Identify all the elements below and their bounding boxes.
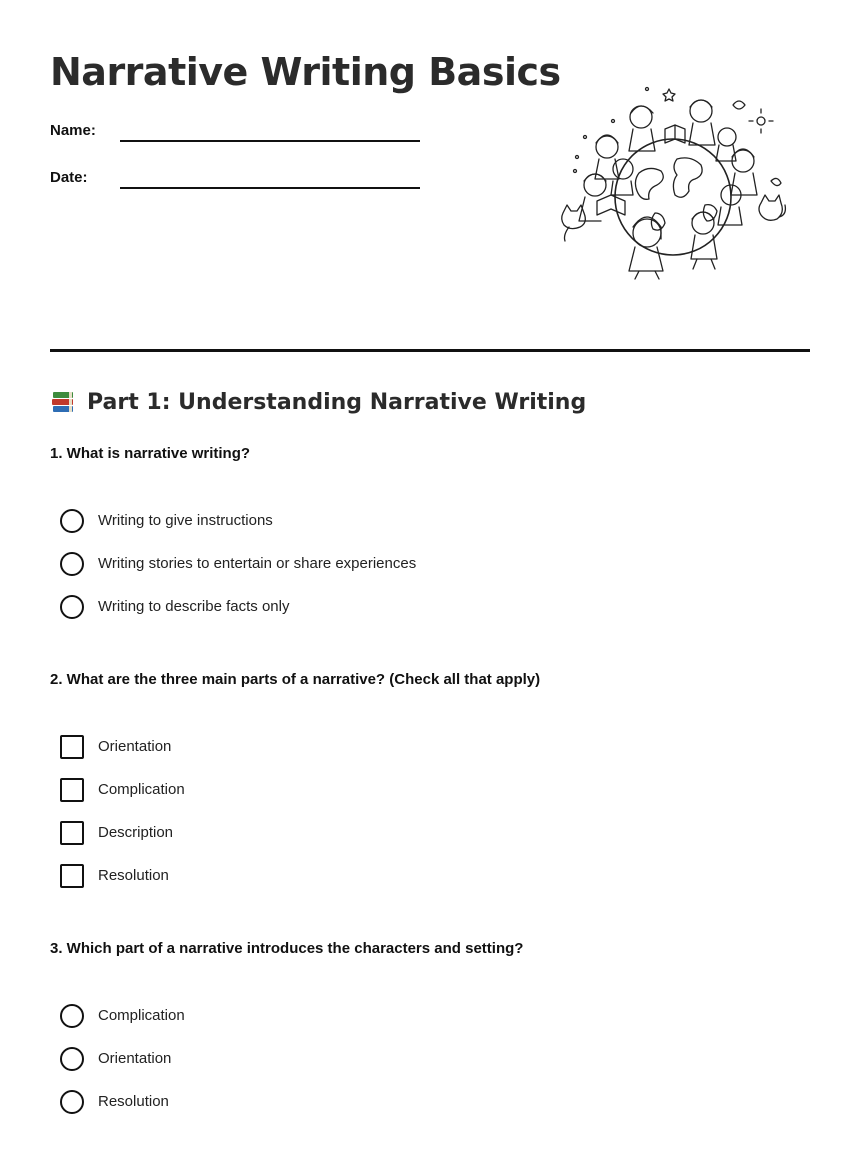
option-label: Complication — [98, 1007, 185, 1024]
name-line[interactable] — [120, 140, 420, 142]
date-label: Date: — [50, 169, 88, 186]
question-2-options — [60, 735, 185, 907]
option-radio[interactable] — [60, 509, 416, 552]
radio-button[interactable] — [60, 1090, 84, 1114]
section-title-text: Part 1: Understanding Narrative Writing — [87, 389, 587, 415]
option-radio[interactable] — [60, 1090, 185, 1133]
option-label: Resolution — [98, 1093, 169, 1110]
date-field[interactable] — [50, 169, 430, 199]
checkbox[interactable] — [60, 778, 84, 802]
option-checkbox[interactable] — [60, 778, 185, 821]
checkbox[interactable] — [60, 735, 84, 759]
option-label: Writing stories to entertain or share experiences — [98, 555, 417, 572]
option-label: Orientation — [98, 738, 172, 755]
checkbox[interactable] — [60, 864, 84, 888]
option-checkbox[interactable] — [60, 735, 185, 778]
date-line[interactable] — [120, 187, 420, 189]
question-3: 3. Which part of a narrative introduces the characters and setting? — [50, 940, 524, 957]
option-checkbox[interactable] — [60, 864, 185, 907]
children-around-globe-illustration — [555, 85, 787, 285]
name-label: Name: — [50, 122, 96, 139]
radio-button[interactable] — [60, 595, 84, 619]
checkbox[interactable] — [60, 821, 84, 845]
question-1: 1. What is narrative writing? — [50, 445, 251, 462]
option-radio[interactable] — [60, 1004, 185, 1047]
radio-button[interactable] — [60, 552, 84, 576]
question-3-options — [60, 1004, 185, 1133]
page-title: Narrative Writing Basics — [50, 50, 561, 94]
name-field[interactable] — [50, 122, 430, 152]
question-1-options — [60, 509, 416, 638]
books-icon — [50, 389, 76, 415]
section-heading — [50, 389, 586, 415]
option-radio[interactable] — [60, 552, 416, 595]
option-label: Writing to give instructions — [98, 512, 273, 529]
option-radio[interactable] — [60, 1047, 185, 1090]
option-label: Writing to describe facts only — [98, 598, 290, 615]
option-label: Complication — [98, 781, 185, 798]
option-checkbox[interactable] — [60, 821, 185, 864]
radio-button[interactable] — [60, 1004, 84, 1028]
radio-button[interactable] — [60, 1047, 84, 1071]
option-label: Resolution — [98, 867, 169, 884]
option-label: Description — [98, 824, 174, 841]
option-radio[interactable] — [60, 595, 416, 638]
question-2: 2. What are the three main parts of a narrative? (Check all that apply) — [50, 671, 541, 688]
section-divider — [50, 349, 810, 352]
option-label: Orientation — [98, 1050, 172, 1067]
radio-button[interactable] — [60, 509, 84, 533]
